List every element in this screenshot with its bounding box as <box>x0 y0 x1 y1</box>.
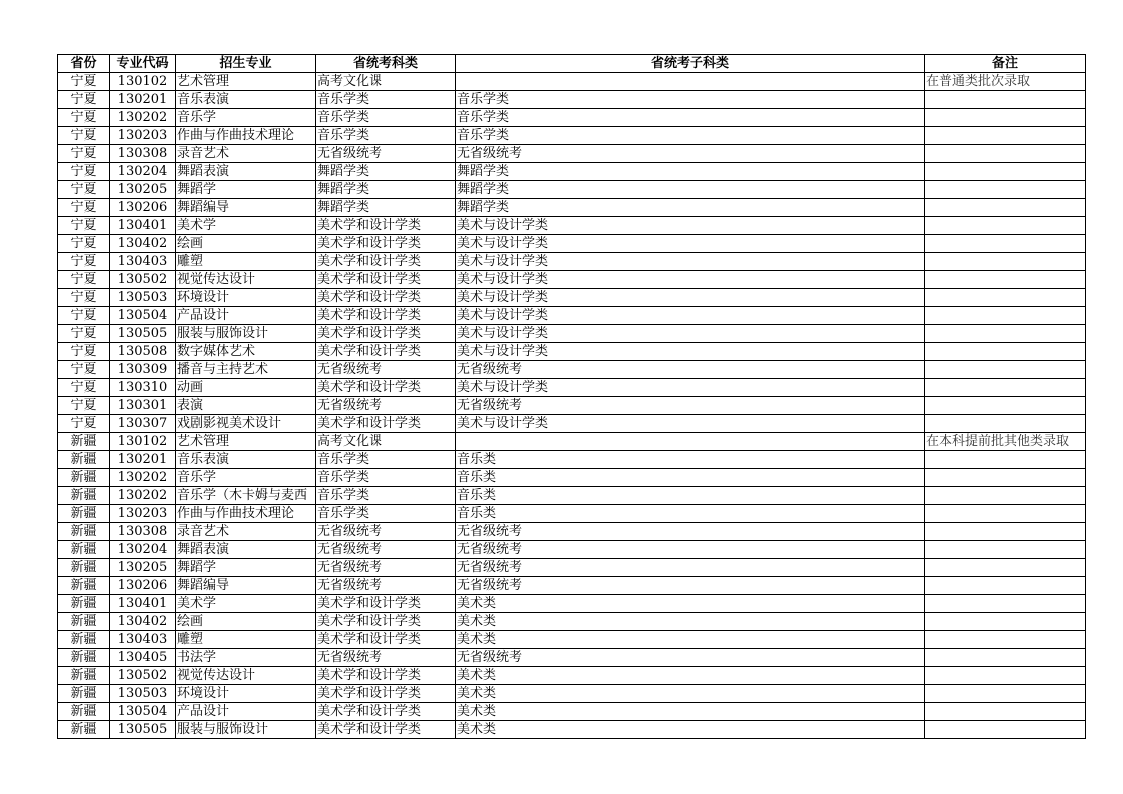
exam-subcategory-cell: 音乐类 <box>456 487 925 505</box>
major-code-cell: 130202 <box>110 109 176 127</box>
major-code-cell: 130403 <box>110 253 176 271</box>
exam-category-cell: 舞蹈学类 <box>316 163 456 181</box>
table-row <box>58 523 1086 541</box>
exam-subcategory-cell: 音乐类 <box>456 469 925 487</box>
table-row <box>58 163 1086 181</box>
exam-category-cell: 美术学和设计学类 <box>316 667 456 685</box>
exam-category-cell: 音乐学类 <box>316 505 456 523</box>
remarks-cell <box>925 721 1086 739</box>
remarks-cell: 在普通类批次录取 <box>925 73 1086 91</box>
province-cell: 新疆 <box>58 523 110 541</box>
exam-subcategory-cell: 美术类 <box>456 613 925 631</box>
header-major-code: 专业代码 <box>110 55 176 73</box>
remarks-cell <box>925 253 1086 271</box>
province-cell: 宁夏 <box>58 271 110 289</box>
table-row <box>58 721 1086 739</box>
exam-subcategory-cell: 音乐类 <box>456 505 925 523</box>
exam-subcategory-cell: 无省级统考 <box>456 577 925 595</box>
header-row <box>58 55 1086 73</box>
table-row <box>58 631 1086 649</box>
major-code-cell: 130402 <box>110 613 176 631</box>
remarks-cell <box>925 577 1086 595</box>
header-major: 招生专业 <box>176 55 316 73</box>
major-code-cell: 130301 <box>110 397 176 415</box>
major-cell: 美术学 <box>176 217 316 235</box>
major-cell: 舞蹈表演 <box>176 163 316 181</box>
exam-category-cell: 音乐学类 <box>316 469 456 487</box>
province-cell: 新疆 <box>58 685 110 703</box>
major-cell: 视觉传达设计 <box>176 271 316 289</box>
table-row <box>58 541 1086 559</box>
remarks-cell <box>925 361 1086 379</box>
major-cell: 音乐表演 <box>176 451 316 469</box>
major-cell: 舞蹈编导 <box>176 199 316 217</box>
exam-subcategory-cell: 无省级统考 <box>456 361 925 379</box>
remarks-cell <box>925 397 1086 415</box>
remarks-cell <box>925 415 1086 433</box>
table-row <box>58 667 1086 685</box>
exam-subcategory-cell: 美术与设计学类 <box>456 253 925 271</box>
table-row <box>58 289 1086 307</box>
table-body <box>58 73 1086 739</box>
table-row <box>58 433 1086 451</box>
major-cell: 表演 <box>176 397 316 415</box>
major-cell: 舞蹈编导 <box>176 577 316 595</box>
exam-category-cell: 美术学和设计学类 <box>316 721 456 739</box>
exam-category-cell: 音乐学类 <box>316 127 456 145</box>
province-cell: 新疆 <box>58 649 110 667</box>
exam-subcategory-cell: 美术类 <box>456 685 925 703</box>
remarks-cell <box>925 325 1086 343</box>
major-cell: 舞蹈表演 <box>176 541 316 559</box>
remarks-cell <box>925 181 1086 199</box>
major-cell: 数字媒体艺术 <box>176 343 316 361</box>
province-cell: 宁夏 <box>58 361 110 379</box>
remarks-cell <box>925 703 1086 721</box>
major-code-cell: 130205 <box>110 559 176 577</box>
province-cell: 新疆 <box>58 721 110 739</box>
major-code-cell: 130201 <box>110 91 176 109</box>
table-row <box>58 649 1086 667</box>
province-cell: 新疆 <box>58 505 110 523</box>
major-code-cell: 130204 <box>110 163 176 181</box>
major-cell: 美术学 <box>176 595 316 613</box>
province-cell: 新疆 <box>58 667 110 685</box>
major-cell: 雕塑 <box>176 253 316 271</box>
table-row <box>58 559 1086 577</box>
remarks-cell <box>925 487 1086 505</box>
major-cell: 音乐学 <box>176 469 316 487</box>
exam-category-cell: 音乐学类 <box>316 91 456 109</box>
province-cell: 新疆 <box>58 631 110 649</box>
exam-subcategory-cell: 美术类 <box>456 721 925 739</box>
exam-subcategory-cell: 舞蹈学类 <box>456 181 925 199</box>
exam-category-cell: 无省级统考 <box>316 649 456 667</box>
exam-subcategory-cell: 无省级统考 <box>456 145 925 163</box>
major-code-cell: 130403 <box>110 631 176 649</box>
exam-subcategory-cell: 美术类 <box>456 595 925 613</box>
major-cell: 舞蹈学 <box>176 181 316 199</box>
major-cell: 音乐表演 <box>176 91 316 109</box>
province-cell: 新疆 <box>58 541 110 559</box>
remarks-cell <box>925 541 1086 559</box>
exam-subcategory-cell: 音乐学类 <box>456 91 925 109</box>
major-code-cell: 130202 <box>110 487 176 505</box>
exam-category-cell: 美术学和设计学类 <box>316 631 456 649</box>
remarks-cell <box>925 523 1086 541</box>
exam-subcategory-cell: 美术类 <box>456 631 925 649</box>
province-cell: 宁夏 <box>58 235 110 253</box>
admissions-table <box>57 54 1086 739</box>
exam-category-cell: 美术学和设计学类 <box>316 253 456 271</box>
exam-category-cell: 无省级统考 <box>316 145 456 163</box>
remarks-cell <box>925 127 1086 145</box>
table-row <box>58 397 1086 415</box>
major-cell: 雕塑 <box>176 631 316 649</box>
major-code-cell: 130508 <box>110 343 176 361</box>
province-cell: 宁夏 <box>58 109 110 127</box>
exam-subcategory-cell: 美术与设计学类 <box>456 271 925 289</box>
major-code-cell: 130503 <box>110 685 176 703</box>
exam-category-cell: 美术学和设计学类 <box>316 613 456 631</box>
header-remarks: 备注 <box>925 55 1086 73</box>
table-row <box>58 469 1086 487</box>
header-exam-subcategory: 省统考子科类 <box>456 55 925 73</box>
province-cell: 宁夏 <box>58 199 110 217</box>
major-cell: 视觉传达设计 <box>176 667 316 685</box>
table-row <box>58 685 1086 703</box>
exam-category-cell: 美术学和设计学类 <box>316 685 456 703</box>
major-cell: 作曲与作曲技术理论 <box>176 505 316 523</box>
table-row <box>58 415 1086 433</box>
remarks-cell <box>925 613 1086 631</box>
province-cell: 新疆 <box>58 703 110 721</box>
province-cell: 新疆 <box>58 613 110 631</box>
exam-category-cell: 高考文化课 <box>316 433 456 451</box>
exam-category-cell: 美术学和设计学类 <box>316 271 456 289</box>
major-cell: 绘画 <box>176 613 316 631</box>
major-cell: 动画 <box>176 379 316 397</box>
table-row <box>58 703 1086 721</box>
major-cell: 服装与服饰设计 <box>176 325 316 343</box>
exam-subcategory-cell: 音乐学类 <box>456 127 925 145</box>
exam-category-cell: 无省级统考 <box>316 541 456 559</box>
major-cell: 环境设计 <box>176 289 316 307</box>
table-row <box>58 91 1086 109</box>
table-row <box>58 379 1086 397</box>
remarks-cell <box>925 199 1086 217</box>
remarks-cell <box>925 235 1086 253</box>
exam-subcategory-cell: 美术与设计学类 <box>456 343 925 361</box>
major-code-cell: 130102 <box>110 433 176 451</box>
province-cell: 新疆 <box>58 595 110 613</box>
remarks-cell <box>925 343 1086 361</box>
table-row <box>58 577 1086 595</box>
exam-category-cell: 美术学和设计学类 <box>316 415 456 433</box>
exam-subcategory-cell: 美术与设计学类 <box>456 379 925 397</box>
major-code-cell: 130504 <box>110 703 176 721</box>
exam-category-cell: 音乐学类 <box>316 451 456 469</box>
exam-category-cell: 美术学和设计学类 <box>316 379 456 397</box>
province-cell: 新疆 <box>58 433 110 451</box>
major-code-cell: 130102 <box>110 73 176 91</box>
major-cell: 音乐学（木卡姆与麦西 <box>176 487 316 505</box>
major-code-cell: 130206 <box>110 199 176 217</box>
province-cell: 宁夏 <box>58 145 110 163</box>
table-row <box>58 217 1086 235</box>
major-cell: 录音艺术 <box>176 145 316 163</box>
remarks-cell <box>925 451 1086 469</box>
remarks-cell <box>925 649 1086 667</box>
province-cell: 宁夏 <box>58 307 110 325</box>
exam-category-cell: 音乐学类 <box>316 487 456 505</box>
remarks-cell <box>925 667 1086 685</box>
exam-subcategory-cell: 美术与设计学类 <box>456 307 925 325</box>
province-cell: 宁夏 <box>58 397 110 415</box>
major-code-cell: 130205 <box>110 181 176 199</box>
table-row <box>58 595 1086 613</box>
exam-subcategory-cell: 美术类 <box>456 703 925 721</box>
major-cell: 环境设计 <box>176 685 316 703</box>
table-row <box>58 199 1086 217</box>
province-cell: 新疆 <box>58 469 110 487</box>
exam-category-cell: 美术学和设计学类 <box>316 703 456 721</box>
remarks-cell <box>925 91 1086 109</box>
province-cell: 宁夏 <box>58 181 110 199</box>
table-row <box>58 325 1086 343</box>
table-row <box>58 487 1086 505</box>
province-cell: 宁夏 <box>58 163 110 181</box>
province-cell: 宁夏 <box>58 217 110 235</box>
exam-category-cell: 音乐学类 <box>316 109 456 127</box>
exam-subcategory-cell: 美术与设计学类 <box>456 289 925 307</box>
exam-subcategory-cell: 美术与设计学类 <box>456 415 925 433</box>
major-code-cell: 130503 <box>110 289 176 307</box>
major-cell: 播音与主持艺术 <box>176 361 316 379</box>
table-row <box>58 361 1086 379</box>
exam-category-cell: 美术学和设计学类 <box>316 343 456 361</box>
major-cell: 录音艺术 <box>176 523 316 541</box>
table-row <box>58 271 1086 289</box>
exam-subcategory-cell: 无省级统考 <box>456 559 925 577</box>
major-cell: 舞蹈学 <box>176 559 316 577</box>
major-code-cell: 130402 <box>110 235 176 253</box>
remarks-cell <box>925 631 1086 649</box>
province-cell: 宁夏 <box>58 91 110 109</box>
table-row <box>58 181 1086 199</box>
major-cell: 绘画 <box>176 235 316 253</box>
remarks-cell <box>925 379 1086 397</box>
exam-category-cell: 美术学和设计学类 <box>316 595 456 613</box>
exam-category-cell: 舞蹈学类 <box>316 181 456 199</box>
table-row <box>58 307 1086 325</box>
major-cell: 戏剧影视美术设计 <box>176 415 316 433</box>
remarks-cell <box>925 307 1086 325</box>
province-cell: 新疆 <box>58 451 110 469</box>
province-cell: 宁夏 <box>58 343 110 361</box>
major-code-cell: 130502 <box>110 271 176 289</box>
major-code-cell: 130202 <box>110 469 176 487</box>
table-row <box>58 253 1086 271</box>
exam-subcategory-cell: 音乐学类 <box>456 109 925 127</box>
major-code-cell: 130203 <box>110 505 176 523</box>
exam-subcategory-cell: 无省级统考 <box>456 541 925 559</box>
exam-subcategory-cell: 音乐类 <box>456 451 925 469</box>
remarks-cell <box>925 217 1086 235</box>
table-row <box>58 235 1086 253</box>
remarks-cell <box>925 469 1086 487</box>
exam-subcategory-cell: 美术与设计学类 <box>456 235 925 253</box>
remarks-cell <box>925 109 1086 127</box>
major-cell: 作曲与作曲技术理论 <box>176 127 316 145</box>
exam-subcategory-cell: 美术类 <box>456 667 925 685</box>
major-code-cell: 130206 <box>110 577 176 595</box>
major-code-cell: 130405 <box>110 649 176 667</box>
major-cell: 服装与服饰设计 <box>176 721 316 739</box>
exam-subcategory-cell: 无省级统考 <box>456 649 925 667</box>
exam-subcategory-cell: 美术与设计学类 <box>456 325 925 343</box>
exam-subcategory-cell: 无省级统考 <box>456 397 925 415</box>
major-cell: 书法学 <box>176 649 316 667</box>
major-code-cell: 130201 <box>110 451 176 469</box>
exam-subcategory-cell: 舞蹈学类 <box>456 163 925 181</box>
remarks-cell <box>925 595 1086 613</box>
major-code-cell: 130310 <box>110 379 176 397</box>
major-code-cell: 130502 <box>110 667 176 685</box>
province-cell: 宁夏 <box>58 73 110 91</box>
table-row <box>58 109 1086 127</box>
table-row <box>58 343 1086 361</box>
major-code-cell: 130504 <box>110 307 176 325</box>
header-exam-category: 省统考科类 <box>316 55 456 73</box>
province-cell: 宁夏 <box>58 253 110 271</box>
province-cell: 宁夏 <box>58 127 110 145</box>
major-cell: 产品设计 <box>176 307 316 325</box>
remarks-cell <box>925 505 1086 523</box>
province-cell: 宁夏 <box>58 379 110 397</box>
major-cell: 艺术管理 <box>176 73 316 91</box>
exam-subcategory-cell: 无省级统考 <box>456 523 925 541</box>
major-code-cell: 130203 <box>110 127 176 145</box>
major-code-cell: 130307 <box>110 415 176 433</box>
major-code-cell: 130309 <box>110 361 176 379</box>
exam-category-cell: 高考文化课 <box>316 73 456 91</box>
exam-subcategory-cell <box>456 433 925 451</box>
exam-category-cell: 无省级统考 <box>316 361 456 379</box>
table-row <box>58 145 1086 163</box>
province-cell: 宁夏 <box>58 415 110 433</box>
province-cell: 宁夏 <box>58 325 110 343</box>
remarks-cell <box>925 163 1086 181</box>
remarks-cell <box>925 145 1086 163</box>
remarks-cell <box>925 271 1086 289</box>
table-row <box>58 505 1086 523</box>
remarks-cell: 在本科提前批其他类录取 <box>925 433 1086 451</box>
province-cell: 新疆 <box>58 577 110 595</box>
exam-category-cell: 无省级统考 <box>316 397 456 415</box>
table-row <box>58 451 1086 469</box>
exam-category-cell: 美术学和设计学类 <box>316 307 456 325</box>
major-cell: 艺术管理 <box>176 433 316 451</box>
major-code-cell: 130401 <box>110 217 176 235</box>
exam-category-cell: 美术学和设计学类 <box>316 289 456 307</box>
exam-category-cell: 无省级统考 <box>316 523 456 541</box>
table-row <box>58 73 1086 91</box>
major-cell: 产品设计 <box>176 703 316 721</box>
remarks-cell <box>925 685 1086 703</box>
major-code-cell: 130401 <box>110 595 176 613</box>
major-code-cell: 130308 <box>110 523 176 541</box>
province-cell: 宁夏 <box>58 289 110 307</box>
exam-subcategory-cell: 舞蹈学类 <box>456 199 925 217</box>
major-code-cell: 130308 <box>110 145 176 163</box>
major-code-cell: 130505 <box>110 721 176 739</box>
header-province: 省份 <box>58 55 110 73</box>
major-cell: 音乐学 <box>176 109 316 127</box>
table-row <box>58 127 1086 145</box>
remarks-cell <box>925 289 1086 307</box>
exam-category-cell: 无省级统考 <box>316 577 456 595</box>
major-code-cell: 130505 <box>110 325 176 343</box>
remarks-cell <box>925 559 1086 577</box>
province-cell: 新疆 <box>58 559 110 577</box>
exam-subcategory-cell: 美术与设计学类 <box>456 217 925 235</box>
exam-subcategory-cell <box>456 73 925 91</box>
exam-category-cell: 舞蹈学类 <box>316 199 456 217</box>
table-row <box>58 613 1086 631</box>
exam-category-cell: 美术学和设计学类 <box>316 217 456 235</box>
exam-category-cell: 美术学和设计学类 <box>316 235 456 253</box>
exam-category-cell: 无省级统考 <box>316 559 456 577</box>
exam-category-cell: 美术学和设计学类 <box>316 325 456 343</box>
province-cell: 新疆 <box>58 487 110 505</box>
major-code-cell: 130204 <box>110 541 176 559</box>
